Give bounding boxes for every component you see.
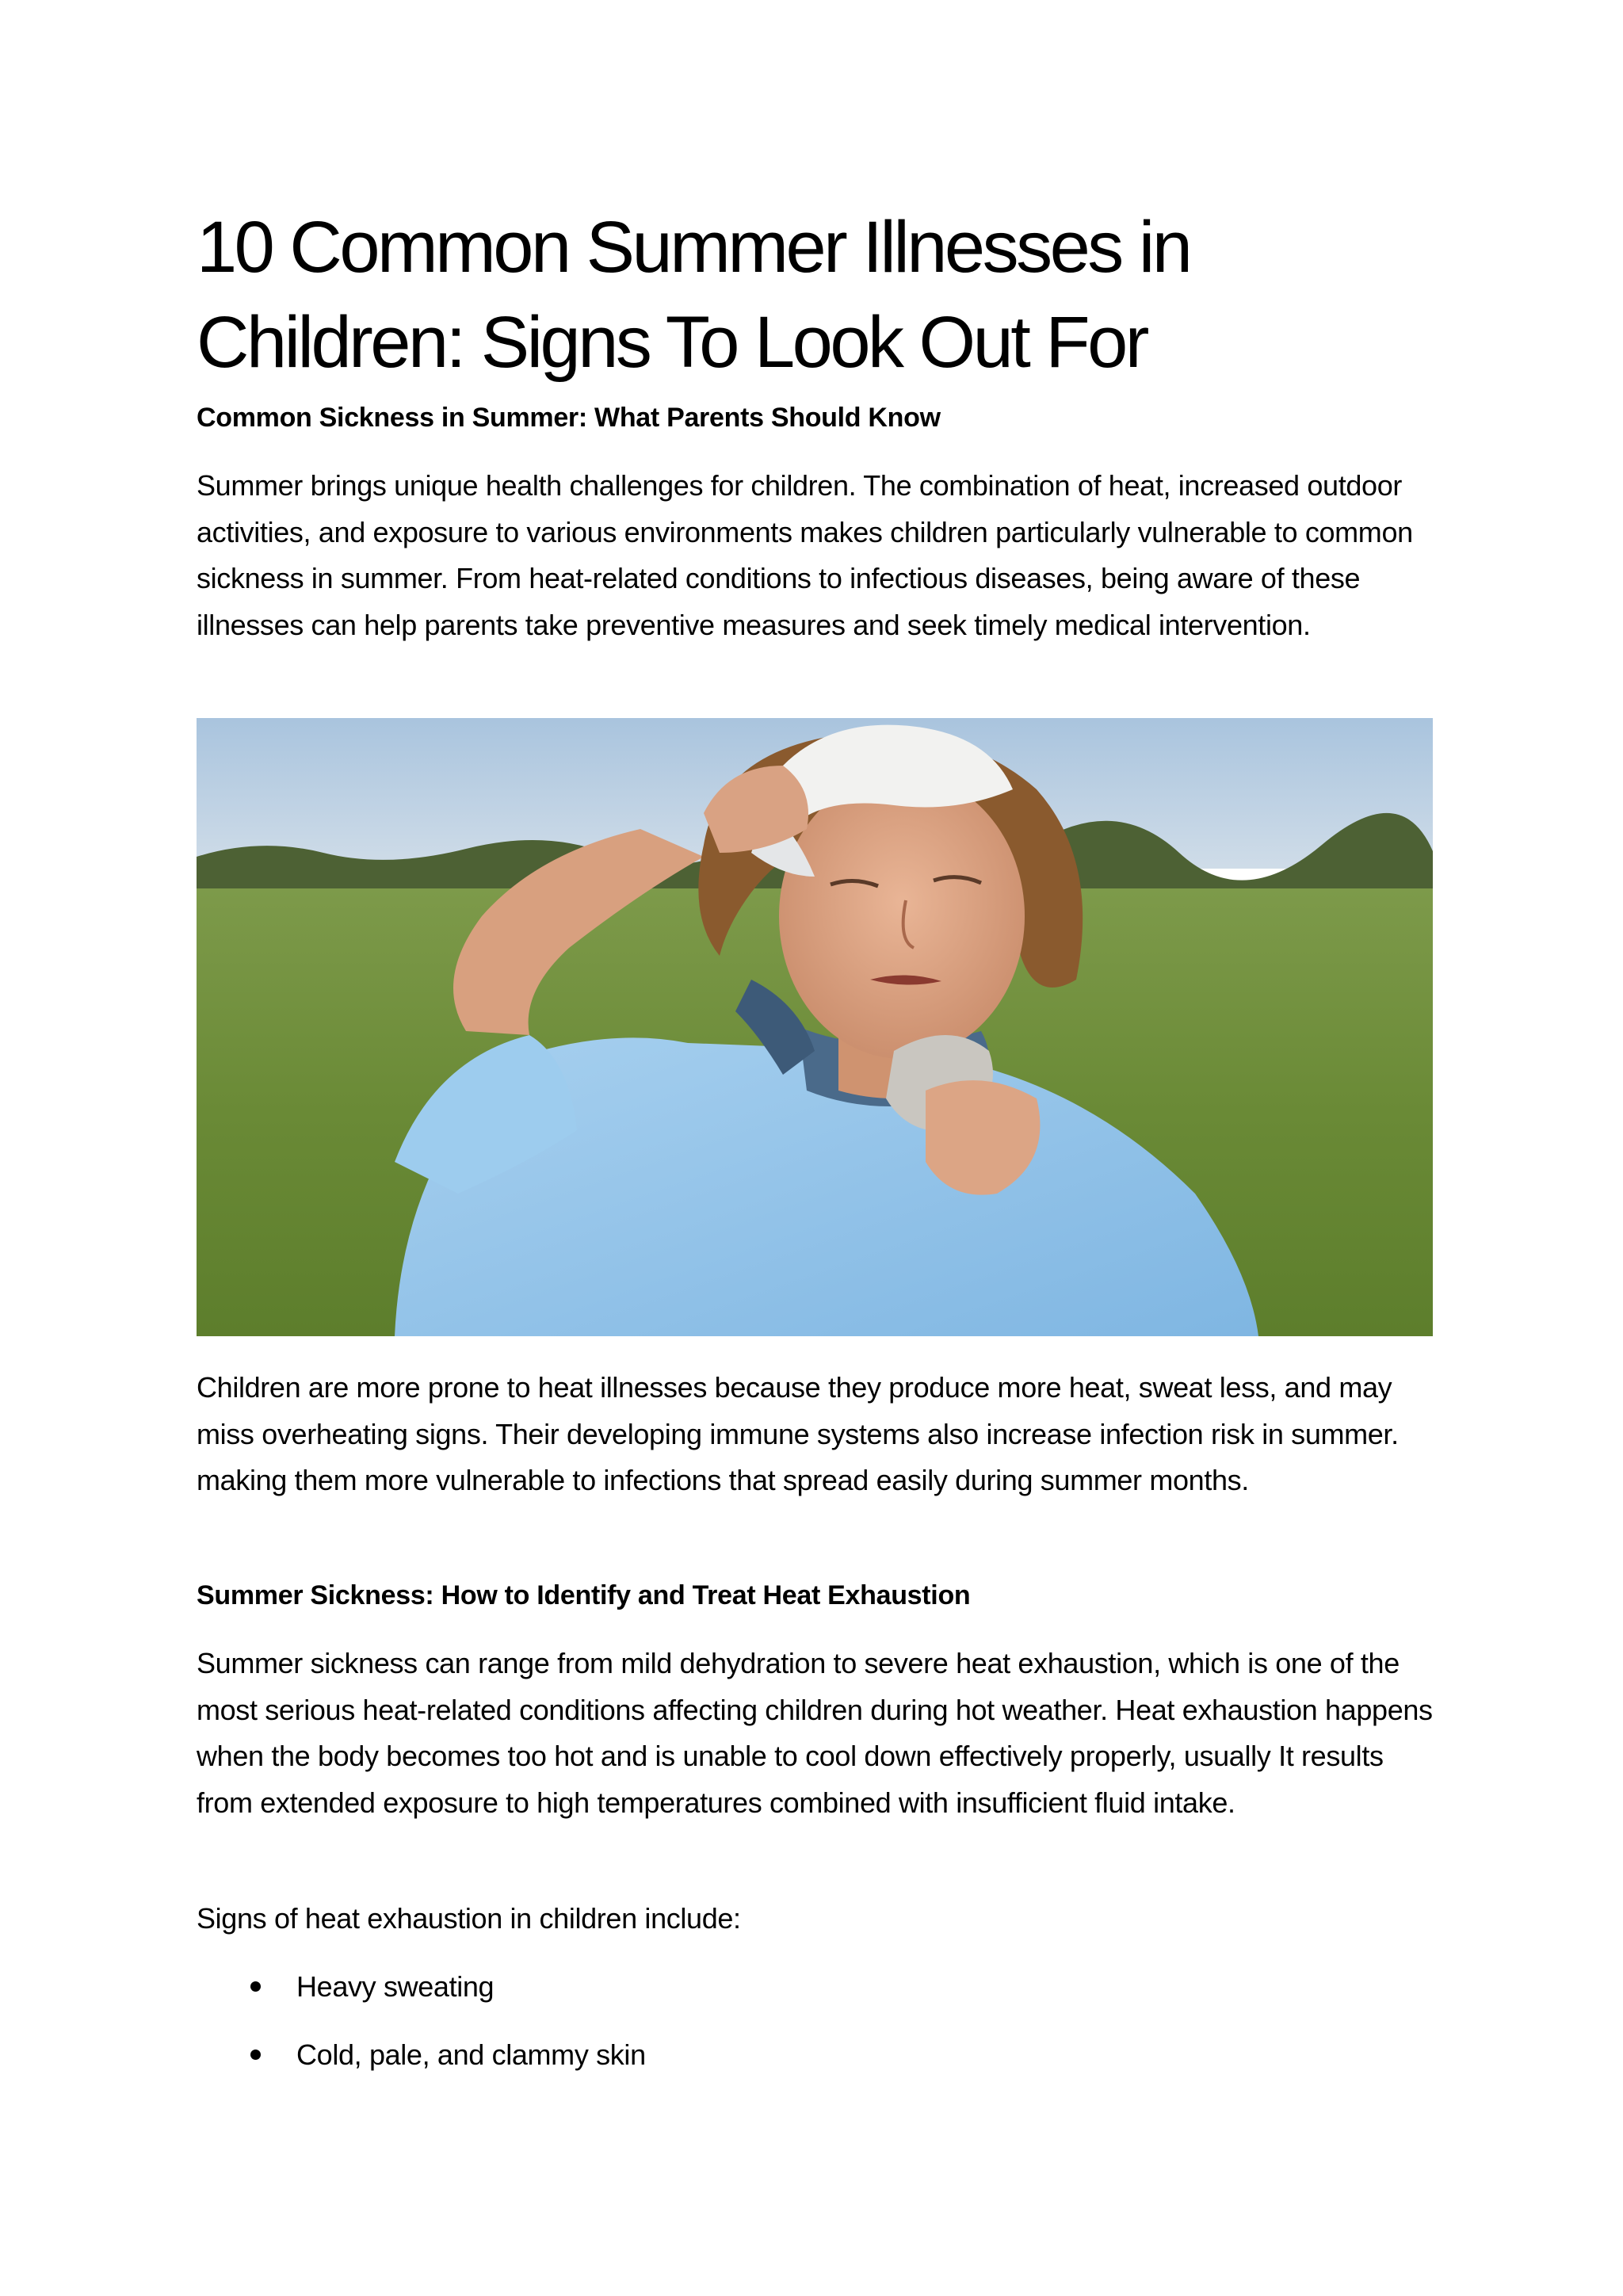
list-item-label: Heavy sweating [296, 1970, 495, 2003]
heat-exhaustion-paragraph: Summer sickness can range from mild dehydration to severe heat exhaustion, which is one of the most serious heat-related conditions affecting children during hot weather. Heat exhaustion happens when the body becomes too hot and is unable to cool down effectively properly, usually It results from extended exposure to high temperatures combined with insufficient fluid intake. [197, 1647, 1433, 1819]
list-item [197, 2032, 1433, 2100]
list-item-label: Cold, pale, and clammy skin [296, 2038, 646, 2071]
section-heading-common-sickness: Common Sickness in Summer: What Parents Should Know [197, 403, 941, 433]
list-item [197, 1964, 1433, 2032]
bullet-icon [250, 1981, 261, 1992]
signs-list [197, 1964, 1433, 2100]
intro-paragraph: Summer brings unique health challenges for children. The combination of heat, increased outdoor activities, and exposure to various environments makes children particularly vulnerable to common sickness in summer. From heat-related conditions to infectious diseases, being aware of these illnesses can help parents take preventive measures and seek timely medical intervention. [197, 469, 1413, 641]
article-title: 10 Common Summer Illnesses in Children: Signs To Look Out For [197, 207, 1190, 383]
section-heading-heat-exhaustion: Summer Sickness: How to Identify and Treat Heat Exhaustion [197, 1580, 971, 1610]
child-with-heat-illness-photo [197, 718, 1433, 1336]
signs-intro: Signs of heat exhaustion in children include: [197, 1902, 741, 1935]
bullet-icon [250, 2050, 261, 2060]
children-prone-paragraph: Children are more prone to heat illnesses because they produce more heat, sweat less, and may miss overheating signs. Their developing immune systems also increase infection risk in summer. making them more vulnerable to infections that spread easily during summer months. [197, 1371, 1399, 1496]
